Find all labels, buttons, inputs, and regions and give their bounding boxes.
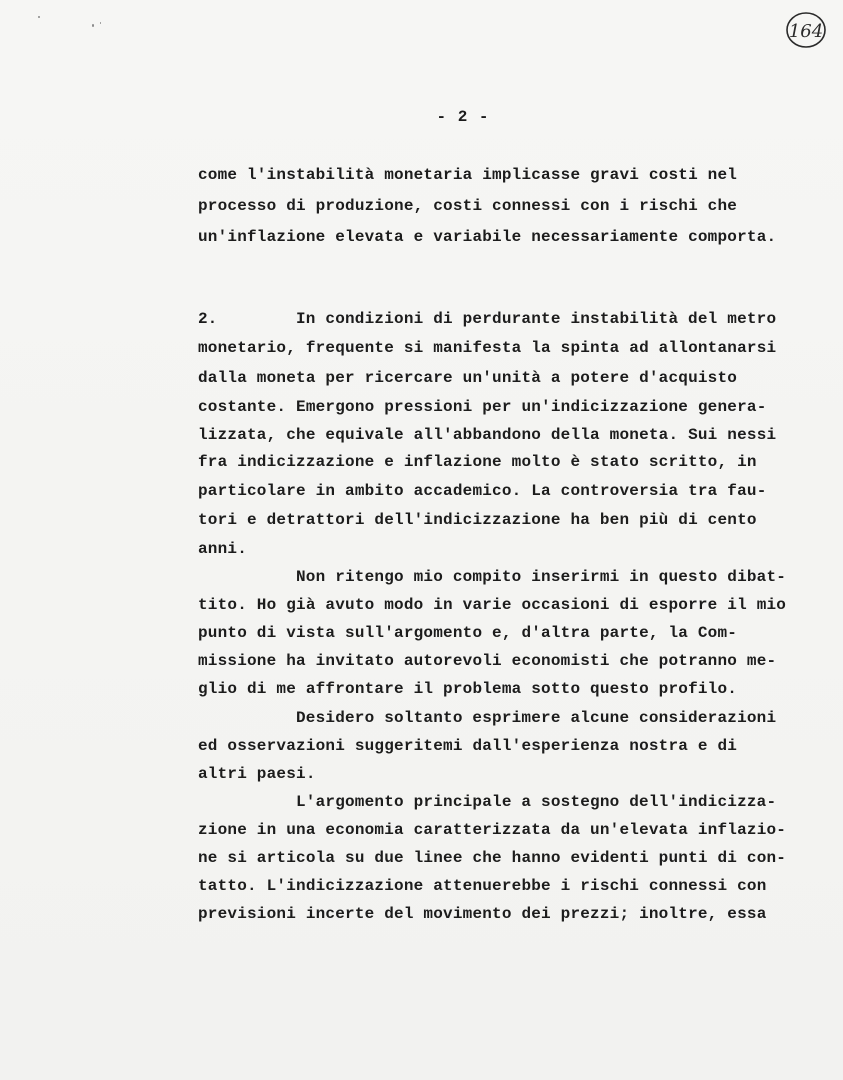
text-line: previsioni incerte del movimento dei prezzi; inoltre, essa — [198, 905, 767, 923]
text-line: Desidero soltanto esprimere alcune considerazioni — [296, 709, 777, 727]
text-line: dalla moneta per ricercare un'unità a potere d'acquisto — [198, 369, 738, 387]
text-line: glio di me affrontare il problema sotto questo profilo. — [198, 680, 738, 698]
text-line: anni. — [198, 540, 248, 558]
text-line: L'argomento principale a sostegno dell'indicizza- — [296, 793, 777, 811]
handwritten-circle-icon — [784, 10, 828, 50]
page-number: - 2 - — [436, 108, 490, 126]
text-line: altri paesi. — [198, 765, 316, 783]
text-line: punto di vista sull'argomento e, d'altra parte, la Com- — [198, 624, 738, 642]
text-line: ne si articola su due linee che hanno evidenti punti di con- — [198, 849, 787, 867]
scan-speck — [100, 22, 101, 24]
text-line: zione in una economia caratterizzata da un'elevata inflazio- — [198, 821, 787, 839]
text-line: tito. Ho già avuto modo in varie occasioni di esporre il mio — [198, 596, 787, 614]
text-line: monetario, frequente si manifesta la spinta ad allontanarsi — [198, 339, 777, 357]
text-line: missione ha invitato autorevoli economisti che potranno me- — [198, 652, 777, 670]
text-line: un'inflazione elevata e variabile necessariamente comporta. — [198, 228, 777, 246]
scan-speck — [92, 24, 94, 27]
text-line: fra indicizzazione e inflazione molto è stato scritto, in — [198, 453, 757, 471]
text-line: ed osservazioni suggeritemi dall'esperienza nostra e di — [198, 737, 738, 755]
text-line: tori e detrattori dell'indicizzazione ha ben più di cento — [198, 511, 757, 529]
text-line: costante. Emergono pressioni per un'indicizzazione genera- — [198, 398, 767, 416]
scan-speck — [38, 16, 40, 18]
text-line: In condizioni di perdurante instabilità del metro — [296, 310, 777, 328]
section-number: 2. — [198, 310, 218, 328]
text-line: Non ritengo mio compito inserirmi in questo dibat- — [296, 568, 787, 586]
text-line: lizzata, che equivale all'abbandono della moneta. Sui nessi — [198, 426, 777, 444]
text-line: come l'instabilità monetaria implicasse gravi costi nel — [198, 166, 738, 184]
page-stamp — [784, 10, 828, 50]
text-line: tatto. L'indicizzazione attenuerebbe i rischi connessi con — [198, 877, 767, 895]
stamp-number: 164 — [788, 21, 824, 42]
text-line: particolare in ambito accademico. La controversia tra fau- — [198, 482, 767, 500]
text-line: processo di produzione, costi connessi con i rischi che — [198, 197, 738, 215]
